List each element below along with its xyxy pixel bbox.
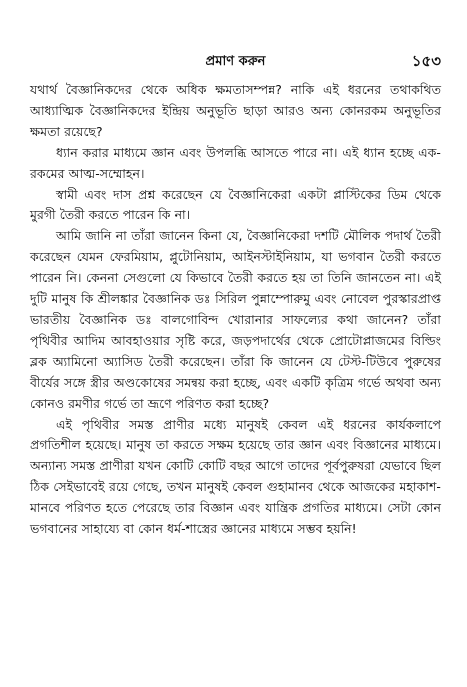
paragraph-5: এই পৃথিবীর সমস্ত প্রাণীর মধ্যে মানুষই কেবল এই ধরনের কার্যকলাপে প্রগতিশীল হয়েছে। মানুষ তা করতে সক্ষম হয়েছে তার জ্ঞান এবং বিজ্ঞানের মাধ্যমে। অন্যান্য সমস্ত প্রাণীরা যখন কোটি কোটি বছর আগে তাদের পূর্বপুরুষরা যেভাবে ছিল ঠিক সেইভাবেই রয়ে গেছে, তখন মানুষই কেবল গুহামানব থেকে আজকের মহাকাশ-মানবে পরিণত হতে পেরেছে তার বিজ্ঞান এবং যান্ত্রিক প্রগতির মাধ্যমে। সেটা কোন ভগবানের সাহায্যে বা কোন ধর্ম-শাস্ত্রের জ্ঞানের মাধ্যমে সম্ভব হয়নি! [30, 416, 441, 537]
running-title: প্রমাণ করুন [205, 54, 266, 69]
page-header [30, 46, 441, 76]
paragraph-3: স্বামী এবং দাস প্রশ্ন করেছেন যে বৈজ্ঞানিকেরা একটা প্লাস্টিকের ডিম থেকে মুরগী তৈরী করতে পারেন কি না। [30, 186, 441, 223]
page-number: ১৫৩ [411, 52, 441, 70]
body-text [30, 80, 441, 540]
paragraph-4: আমি জানি না তাঁরা জানেন কিনা যে, বৈজ্ঞানিকেরা দশটি মৌলিক পদার্থ তৈরী করেছেন যেমন ফেরমিয়াম, প্লুটোনিয়াম, আইনস্টাইনিয়াম, যা ভগবান তৈরী করতে পারেন নি। কেননা সেগুলো যে কিভাবে তৈরী করতে হয় তা তিনি জানতেন না। এই দুটি মানুষ কি শ্রীলঙ্কার বৈজ্ঞানিক ডঃ সিরিল পুন্নাম্পোরুমু এবং নোবেল পুরস্কারপ্রাপ্ত ভারতীয় বৈজ্ঞানিক ডঃ বালগোবিন্দ খোরানার সাফল্যের কথা জানেন? তাঁরা পৃথিবীর আদিম আবহাওয়ার সৃষ্টি করে, জড়পদার্থের থেকে প্রোটোপ্লাজমের বিল্ডিং ব্লক অ্যামিনো অ্যাসিড তৈরী করেছেন। তাঁরা কি জানেন যে টেস্ট-টিউবে পুরুষের বীর্যের সঙ্গে স্ত্রীর অণ্ডকোষের সমন্বয় করা হচ্ছে, এবং একটি কৃত্রিম গর্ভে অথবা অন্য কোনও রমণীর গর্ভে তা ভ্রূণে পরিণত করা হচ্ছে? [30, 228, 441, 411]
paragraph-1: যথার্থ বৈজ্ঞানিকদের থেকে অধিক ক্ষমতাসম্পন্ন? নাকি এই ধরনের তথাকথিত আধ্যাত্মিক বৈজ্ঞানিকদের ইন্দ্রিয় অনুভূতি ছাড়া আরও অন্য কোনরকম অনুভূতির ক্ষমতা রয়েছে? [30, 82, 441, 139]
paragraph-2: ধ্যান করার মাধ্যমে জ্ঞান এবং উপলব্ধি আসতে পারে না। এই ধ্যান হচ্ছে এক-রকমের আত্ম-সম্মোহন। [30, 144, 441, 181]
